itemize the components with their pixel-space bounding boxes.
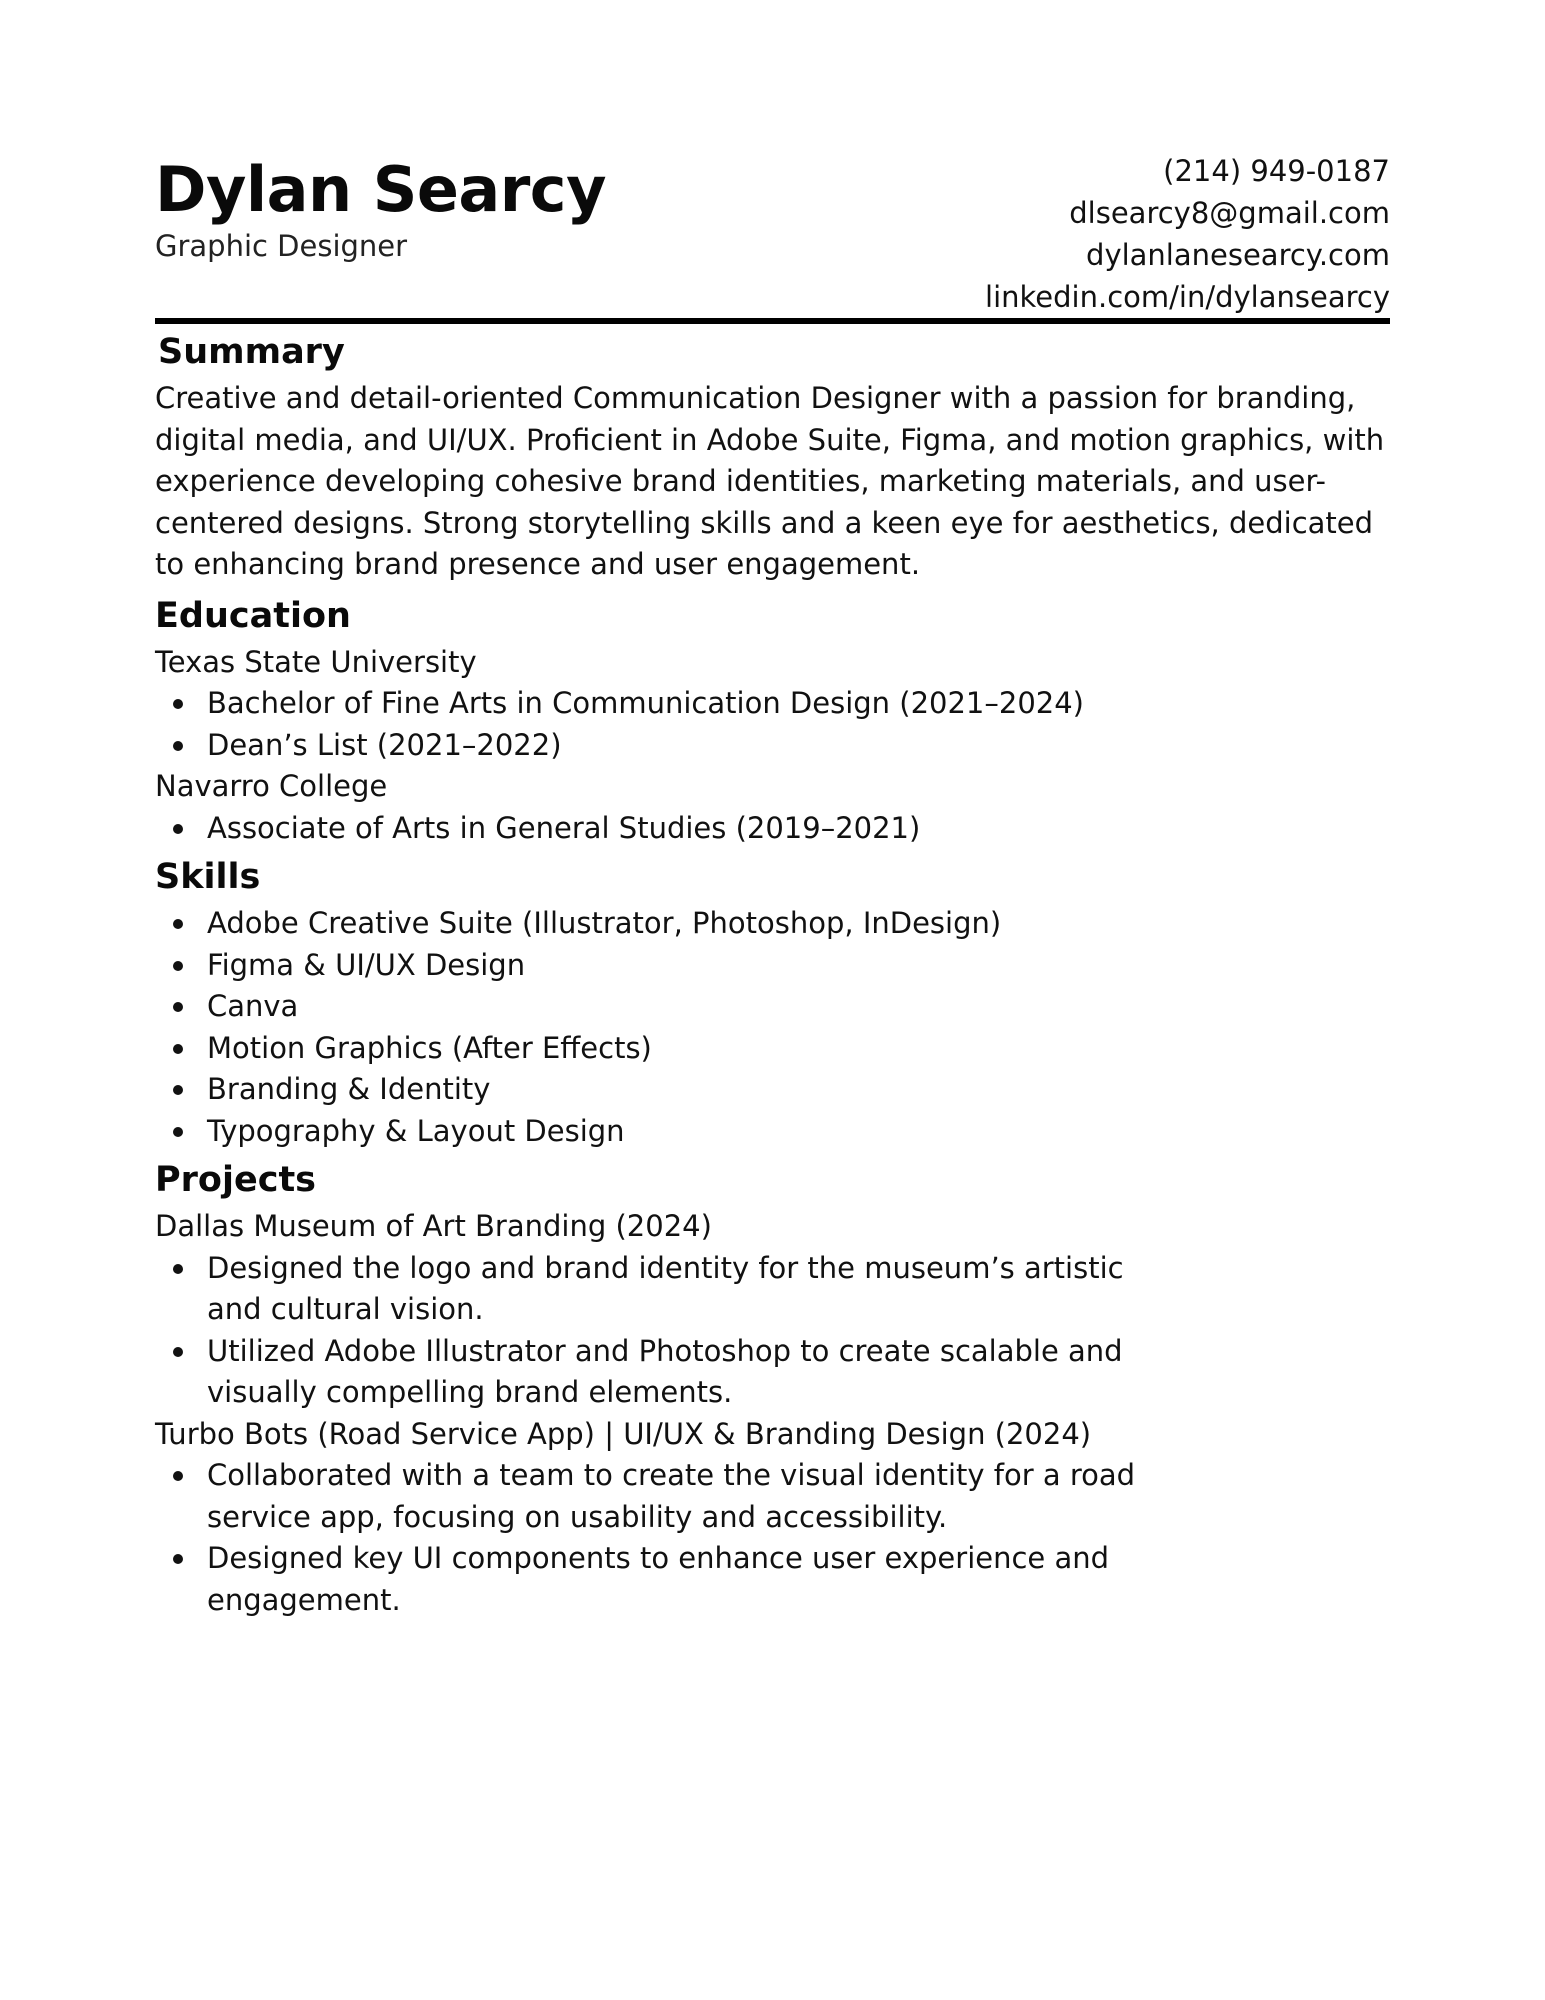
- resume-header: [155, 150, 1390, 315]
- contact-website: dylanlanesearcy.com: [1086, 238, 1390, 272]
- list-item: Motion Graphics (After Effects): [155, 1028, 1390, 1070]
- project-bullets: [155, 1248, 1390, 1414]
- list-item: Associate of Arts in General Studies (2019–2021): [155, 808, 1390, 850]
- section-title-projects: Projects: [155, 1160, 317, 1200]
- header-divider: [155, 318, 1390, 324]
- list-item: Designed the logo and brand identity for the museum’s artistic and cultural vision.: [155, 1248, 1137, 1331]
- contact-block: [985, 150, 1390, 318]
- list-item: Bachelor of Fine Arts in Communication Design (2021–2024): [155, 683, 1390, 725]
- list-item: Canva: [155, 986, 1390, 1028]
- list-item: Branding & Identity: [155, 1069, 1390, 1111]
- school-details-list: [155, 808, 1390, 850]
- candidate-name: Dylan Searcy: [155, 153, 606, 226]
- summary-section: [155, 326, 1390, 586]
- contact-phone: (214) 949-0187: [1163, 154, 1390, 188]
- projects-section: [155, 1154, 1390, 1621]
- list-item: Figma & UI/UX Design: [155, 945, 1390, 987]
- summary-text: Creative and detail-oriented Communication Designer with a passion for branding, digital media, and UI/UX. Proficient in Adobe Suite, Figma, and motion graphics, with experience developing cohesive brand identities, marketing materials, and user-centered designs. Strong storytelling skills and a keen eye for aesthetics, dedicated to enhancing brand presence and user engagement.: [155, 381, 1385, 581]
- section-title-summary: Summary: [158, 332, 345, 372]
- school-name: Navarro College: [155, 769, 388, 803]
- project-bullets: [155, 1455, 1390, 1621]
- project-name: Turbo Bots (Road Service App) | UI/UX & Branding Design (2024): [155, 1416, 1092, 1451]
- resume-body: [155, 326, 1390, 1621]
- contact-email: dlsearcy8@gmail.com: [1069, 196, 1390, 230]
- section-title-education: Education: [155, 595, 351, 636]
- skills-section: [155, 851, 1390, 1152]
- list-item: Typography & Layout Design: [155, 1111, 1390, 1153]
- school-name: Texas State University: [155, 644, 477, 679]
- project-name: Dallas Museum of Art Branding (2024): [155, 1209, 712, 1243]
- education-section: [155, 590, 1390, 850]
- candidate-role: Graphic Designer: [155, 229, 408, 263]
- list-item: Collaborated with a team to create the visual identity for a road service app, focusing on usability and accessibility.: [155, 1455, 1137, 1538]
- list-item: Designed key UI components to enhance user experience and engagement.: [155, 1538, 1137, 1621]
- list-item: Dean’s List (2021–2022): [155, 725, 1390, 767]
- list-item: Utilized Adobe Illustrator and Photoshop to create scalable and visually compelling brand elements.: [155, 1331, 1137, 1414]
- school-details-list: [155, 683, 1390, 766]
- contact-linkedin: linkedin.com/in/dylansearcy: [985, 280, 1390, 314]
- skills-list: [155, 903, 1390, 1152]
- list-item: Adobe Creative Suite (Illustrator, Photoshop, InDesign): [155, 903, 1390, 945]
- section-title-skills: Skills: [155, 857, 261, 897]
